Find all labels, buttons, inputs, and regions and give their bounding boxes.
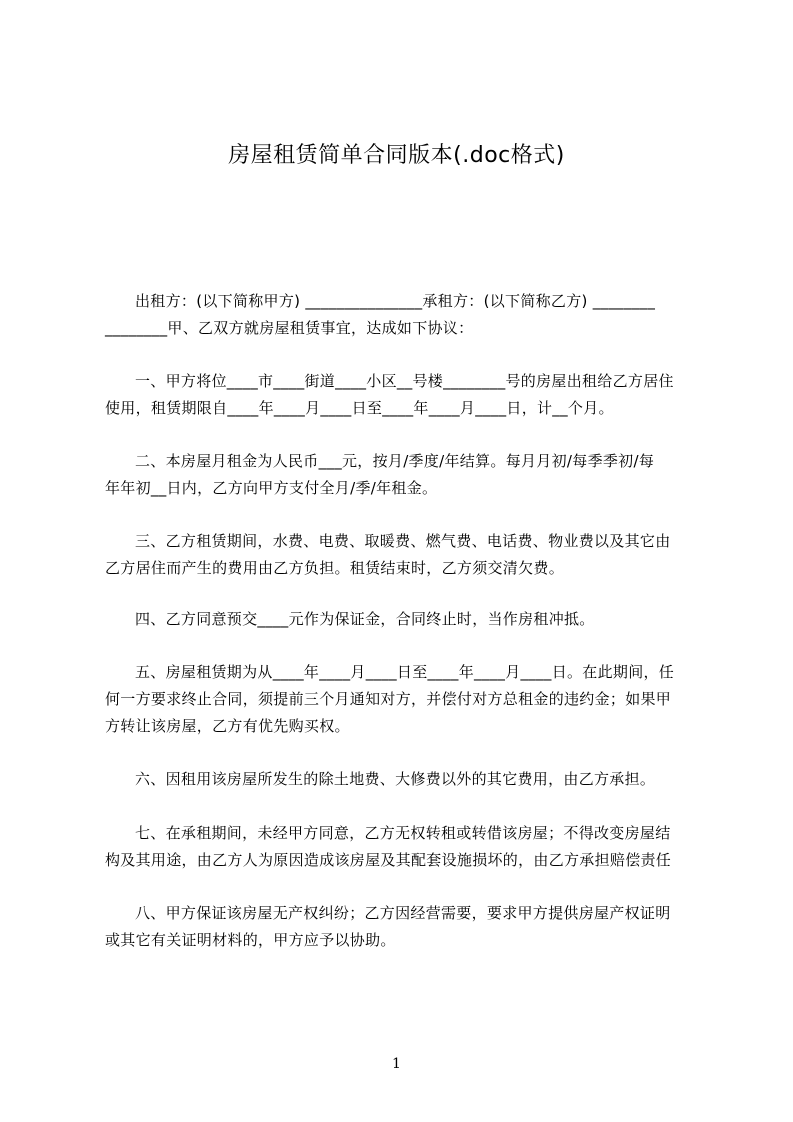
paragraph-clause-2 xyxy=(105,448,705,502)
paragraph-line: 一、甲方将位____市____街道____小区__号楼________号的房屋出租给乙方居住 xyxy=(135,372,674,390)
paragraph-line: 八、甲方保证该房屋无产权纠纷；乙方因经营需要，要求甲方提供房屋产权证明 xyxy=(135,904,671,922)
paragraph-clause-1 xyxy=(105,368,705,422)
paragraph-line: 方转让该房屋，乙方有优先购买权。 xyxy=(105,717,350,735)
paragraph-line: 或其它有关证明材料的，甲方应予以协助。 xyxy=(105,931,396,949)
paragraph-clause-6 xyxy=(105,766,705,793)
paragraph-line: 使用，租赁期限自____年____月____日至____年____月____日，计__个月。 xyxy=(105,399,614,417)
document-title: 房屋租赁简单合同版本(.doc格式) xyxy=(228,143,565,168)
paragraph-clause-8 xyxy=(105,900,705,954)
paragraph-line: 四、乙方同意预交____元作为保证金，合同终止时，当作房租冲抵。 xyxy=(135,610,595,628)
paragraph-clause-4 xyxy=(105,606,705,633)
paragraph-line: 二、本房屋月租金为人民币___元，按月/季度/年结算。每月月初/每季季初/每 xyxy=(135,452,655,470)
paragraph-line: 六、因租用该房屋所发生的除土地费、大修费以外的其它费用，由乙方承担。 xyxy=(135,770,656,788)
paragraph-line: 构及其用途，由乙方人为原因造成该房屋及其配套设施损坏的，由乙方承担赔偿责任 xyxy=(105,851,672,869)
paragraph-line: 三、乙方租赁期间，水费、电费、取暖费、燃气费、电话费、物业费以及其它由 xyxy=(135,532,671,550)
paragraph-line: 出租方：(以下简称甲方) _______________承租方：(以下简称乙方) ________ xyxy=(135,292,656,310)
paragraph-intro xyxy=(105,288,705,342)
paragraph-line: 年年初__日内，乙方向甲方支付全月/季/年租金。 xyxy=(105,479,438,497)
paragraph-line: 七、在承租期间，未经甲方同意，乙方无权转租或转借该房屋；不得改变房屋结 xyxy=(135,824,671,842)
paragraph-line: ________甲、乙双方就房屋租赁事宜，达成如下协议： xyxy=(105,319,474,337)
paragraph-clause-3 xyxy=(105,528,705,582)
page-number: 1 xyxy=(392,1056,401,1072)
paragraph-line: 何一方要求终止合同，须提前三个月通知对方，并偿付对方总租金的违约金；如果甲 xyxy=(105,690,672,708)
paragraph-clause-7 xyxy=(105,820,705,874)
paragraph-line: 乙方居住而产生的费用由乙方负担。租赁结束时，乙方须交清欠费。 xyxy=(105,559,565,577)
paragraph-clause-5 xyxy=(105,659,705,740)
paragraph-line: 五、房屋租赁期为从____年____月____日至____年____月____日。在此期间，任 xyxy=(135,663,675,681)
